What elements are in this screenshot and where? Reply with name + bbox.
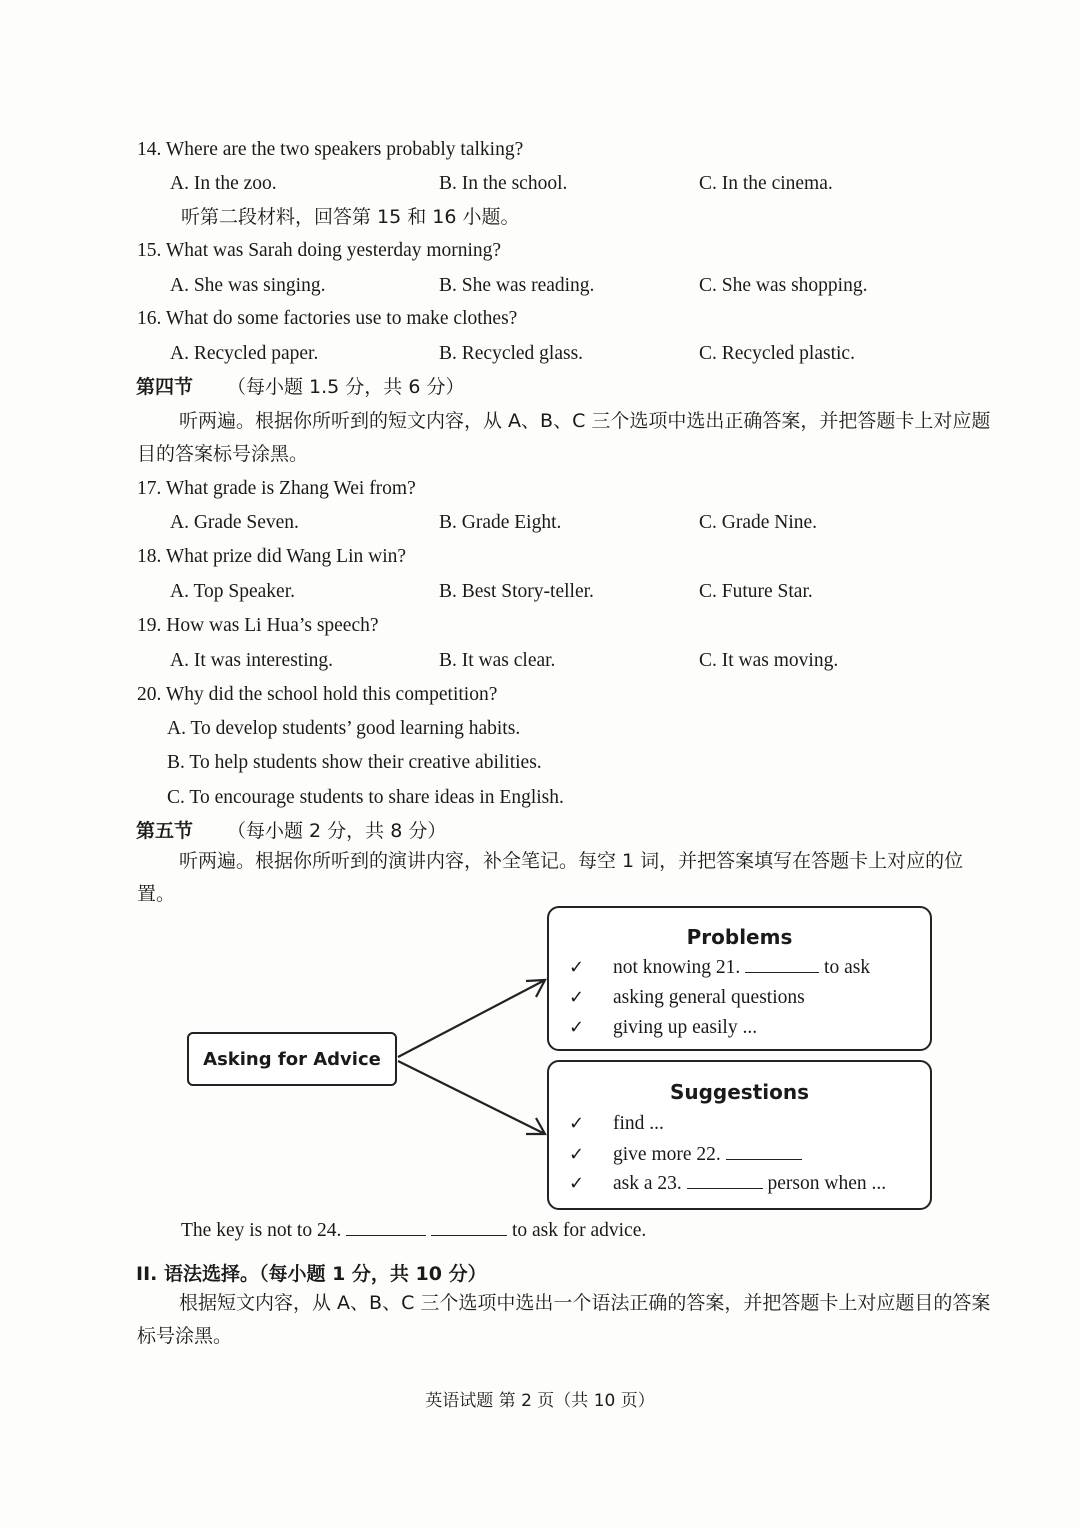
key-sentence: The key is not to 24. to ask for advice.: [181, 1217, 646, 1244]
section-4-instructions: 听两遍。根据你所听到的短文内容，从 A、B、C 三个选项中选出正确答案，并把答题卡上对应题目的答案标号涂黑。: [137, 410, 991, 465]
suggestion-item-3: ✓ ask a 23. person when ...: [569, 1170, 886, 1197]
blank-24a: [346, 1217, 426, 1236]
listening-note: 听第二段材料，回答第 15 和 16 小题。: [181, 206, 520, 228]
notes-diagram: [180, 900, 940, 1220]
problem-item-2: ✓ asking general questions: [569, 985, 805, 1011]
suggestions-box: [547, 1060, 932, 1210]
q20-option-b: B. To help students show their creative abilities.: [167, 752, 542, 773]
section-5-instructions: 听两遍。根据你所听到的演讲内容，补全笔记。每空 1 词，并把答案填写在答题卡上对应的位置。: [137, 850, 964, 905]
q18-option-b: B. Best Story-teller.: [439, 581, 594, 602]
blank-23: [687, 1170, 763, 1189]
section-4-points: （每小题 1.5 分，共 6 分）: [227, 376, 465, 398]
grammar-heading: II. 语法选择。（每小题 1 分，共 10 分）: [136, 1263, 487, 1285]
check-icon: ✓: [569, 1017, 585, 1038]
q18-option-a: A. Top Speaker.: [170, 581, 296, 602]
check-icon: ✓: [569, 1173, 585, 1194]
q20-option-a: A. To develop students’ good learning habits.: [167, 718, 521, 739]
question-19: 19. How was Li Hua’s speech?: [137, 615, 379, 636]
suggestion-item-2: ✓ give more 22.: [569, 1141, 802, 1168]
q17-option-c: C. Grade Nine.: [699, 512, 818, 533]
suggestions-title: Suggestions: [669, 1080, 810, 1104]
grammar-instructions: 根据短文内容，从 A、B、C 三个选项中选出一个语法正确的答案，并把答题卡上对应题目的答案标号涂黑。: [137, 1292, 991, 1347]
check-icon: ✓: [569, 957, 585, 978]
blank-22: [726, 1141, 802, 1160]
asking-for-advice-box: Asking for Advice: [187, 1032, 397, 1086]
q19-option-c: C. It was moving.: [699, 650, 839, 671]
problem-item-3: ✓ giving up easily ...: [569, 1015, 757, 1041]
q16-option-c: C. Recycled plastic.: [699, 343, 855, 364]
q19-option-a: A. It was interesting.: [170, 650, 334, 671]
q14-option-b: B. In the school.: [439, 173, 568, 194]
check-icon: ✓: [569, 1113, 585, 1134]
section-5-title: 第五节: [136, 820, 194, 842]
blank-24b: [431, 1217, 507, 1236]
q15-option-b: B. She was reading.: [439, 275, 595, 296]
page-footer: 英语试题 第 2 页（共 10 页）: [425, 1391, 655, 1411]
section-4-title: 第四节: [136, 376, 194, 398]
section-5-points: （每小题 2 分，共 8 分）: [227, 820, 447, 842]
suggestion-item-1: ✓ find ...: [569, 1111, 664, 1137]
question-20: 20. Why did the school hold this competition?: [137, 684, 498, 705]
q17-option-b: B. Grade Eight.: [439, 512, 562, 533]
q15-option-c: C. She was shopping.: [699, 275, 868, 296]
section-4-heading: [136, 374, 464, 400]
q16-option-b: B. Recycled glass.: [439, 343, 584, 364]
question-17: 17. What grade is Zhang Wei from?: [137, 478, 416, 499]
q14-option-a: A. In the zoo.: [170, 173, 277, 194]
q20-option-c: C. To encourage students to share ideas in English.: [167, 787, 564, 808]
arrow-to-suggestions: [398, 1061, 545, 1134]
q17-option-a: A. Grade Seven.: [170, 512, 299, 533]
question-15: 15. What was Sarah doing yesterday morning?: [137, 240, 502, 261]
problems-box: [547, 906, 932, 1051]
arrow-to-problems: [398, 980, 545, 1057]
q19-option-b: B. It was clear.: [439, 650, 556, 671]
check-icon: ✓: [569, 1144, 585, 1165]
q15-option-a: A. She was singing.: [170, 275, 326, 296]
blank-21: [745, 954, 819, 973]
q18-option-c: C. Future Star.: [699, 581, 813, 602]
section-5-heading: [136, 818, 446, 844]
question-14: 14. Where are the two speakers probably talking?: [137, 139, 524, 160]
question-18: 18. What prize did Wang Lin win?: [137, 546, 407, 567]
problems-title: Problems: [686, 925, 793, 949]
problem-item-1: ✓ not knowing 21. to ask: [569, 954, 870, 981]
q14-option-c: C. In the cinema.: [699, 173, 833, 194]
question-16: 16. What do some factories use to make clothes?: [137, 308, 518, 329]
check-icon: ✓: [569, 987, 585, 1008]
q16-option-a: A. Recycled paper.: [170, 343, 319, 364]
